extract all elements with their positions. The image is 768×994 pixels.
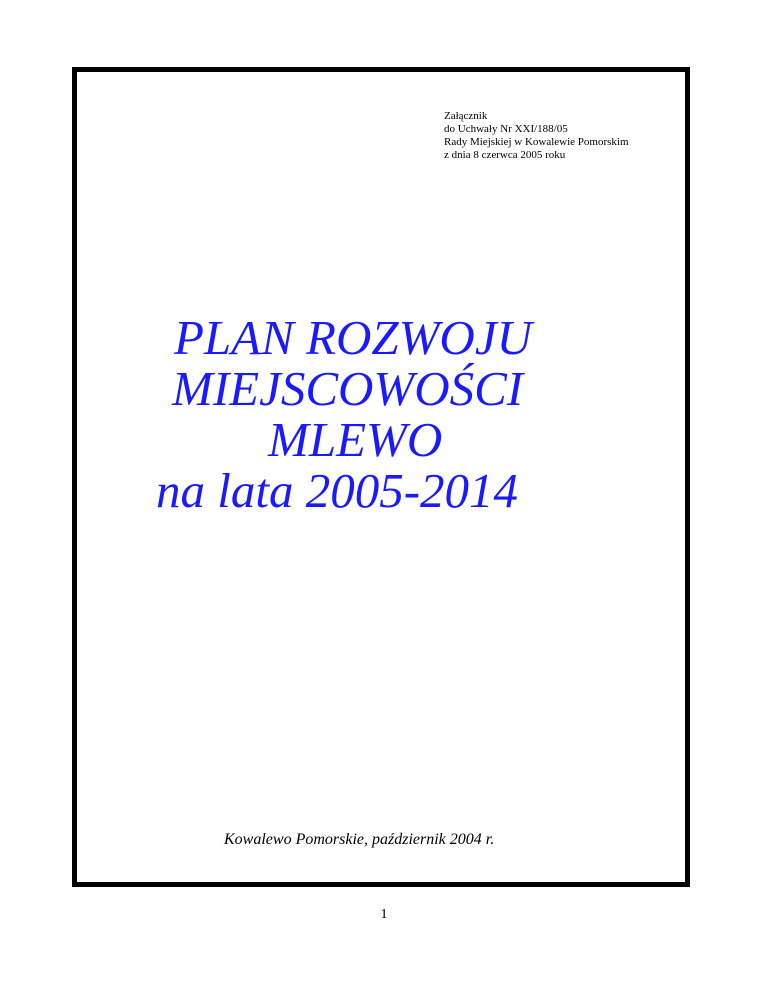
annex-line-4: z dnia 8 czerwca 2005 roku [444,149,566,161]
title-line-plan-rozwoju: PLAN ROZWOJU [174,310,532,365]
page-number: 1 [380,907,388,922]
annex-line-2: do Uchwały Nr XXI/188/05 [444,123,568,135]
document-title [77,72,685,882]
page-frame [72,67,690,887]
place-date: Kowalewo Pomorskie, październik 2004 r. [224,831,495,848]
annex-line-1: Załącznik [444,110,488,122]
title-line-miejscowosci: MIEJSCOWOŚCI [172,361,524,416]
annex-line-3: Rady Miejskiej w Kowalewie Pomorskim [444,136,629,148]
title-line-mlewo: MLEWO [268,412,443,467]
title-line-years: na lata 2005-2014 [156,463,519,518]
